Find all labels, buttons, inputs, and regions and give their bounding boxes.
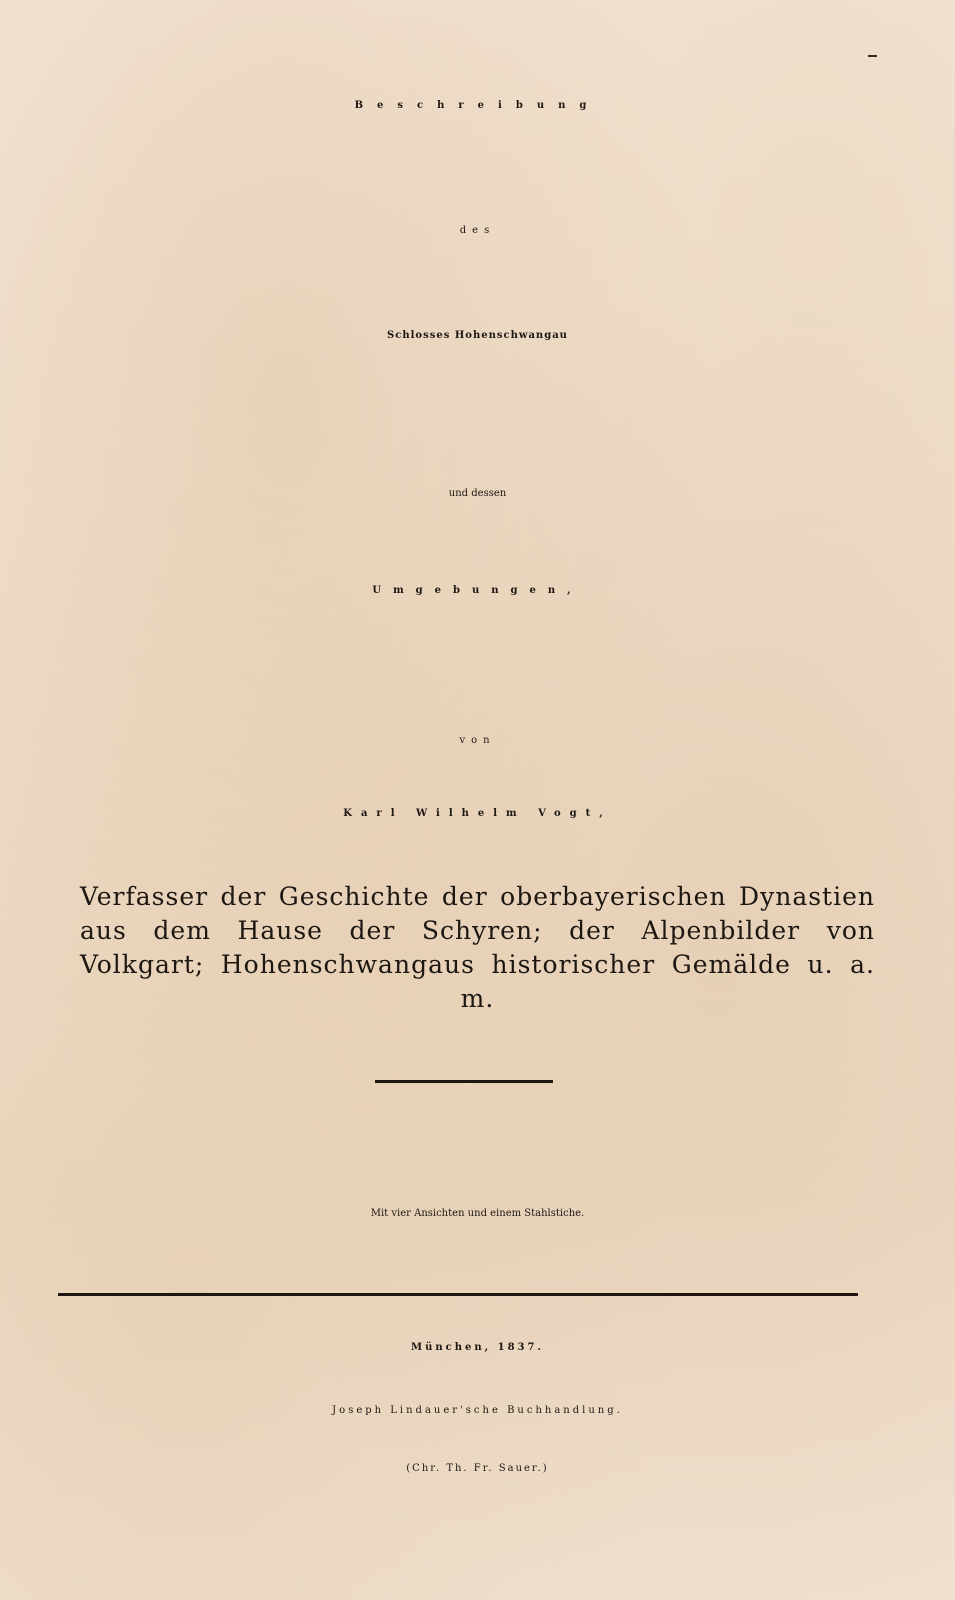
title-line-beschreibung: Beschreibung bbox=[354, 100, 601, 111]
title-line-und-dessen: und dessen bbox=[448, 488, 507, 499]
short-divider bbox=[375, 1080, 553, 1083]
title-line-schlosses-hohenschwangau: Schlosses Hohenschwangau bbox=[387, 330, 568, 341]
imprint-printer: (Chr. Th. Fr. Sauer.) bbox=[406, 1463, 549, 1474]
title-line-des: des bbox=[459, 225, 496, 236]
title-line-umgebungen: Umgebungen, bbox=[372, 585, 583, 596]
imprint-publisher: Joseph Lindauer'sche Buchhandlung. bbox=[332, 1405, 623, 1416]
ink-speck bbox=[868, 55, 877, 57]
author-name: Karl Wilhelm Vogt, bbox=[343, 808, 612, 819]
by-line: von bbox=[459, 735, 496, 746]
illustrations-note: Mit vier Ansichten und einem Stahlstiche. bbox=[370, 1208, 585, 1219]
imprint-city-year: München, 1837. bbox=[411, 1342, 544, 1353]
author-description: Verfasser der Geschichte der oberbayerischen Dynastien aus dem Hause der Schyren; der Alpenbilder von Volkgart; Hohenschwangaus historischer Gemälde u. a. m. bbox=[80, 882, 875, 1013]
long-divider bbox=[58, 1293, 858, 1296]
